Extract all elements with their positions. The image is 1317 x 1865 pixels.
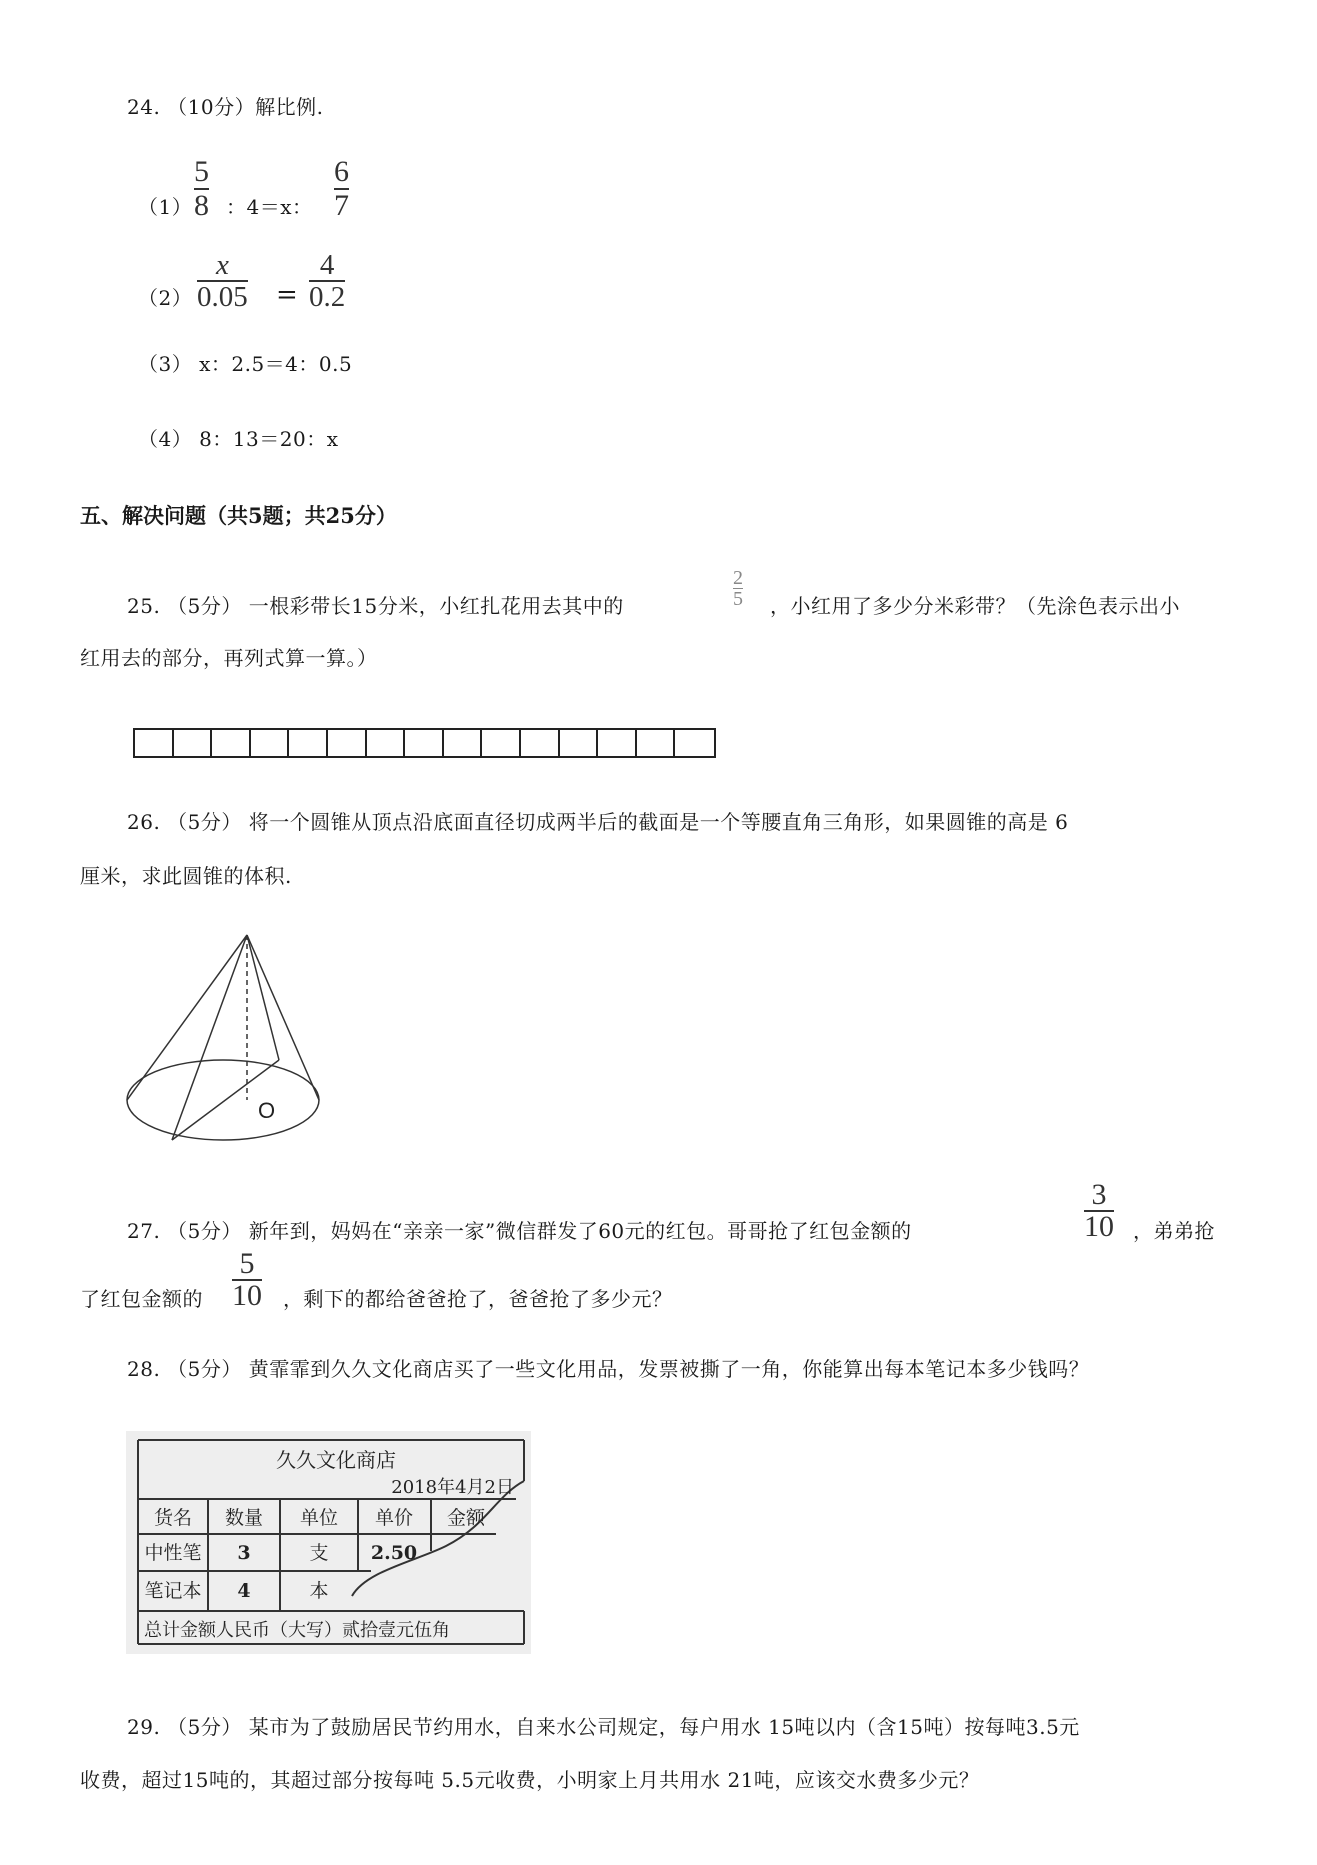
fraction-numerator: 3 [1091,1178,1107,1211]
ribbon-cell[interactable] [367,730,406,756]
receipt-header: 金额 [446,1507,486,1529]
fraction-denominator: 0.2 [309,281,346,313]
ribbon-cell[interactable] [521,730,560,756]
q26-line2: 厘米，求此圆锥的体积. [80,864,292,888]
fraction-4-0.2 [309,250,345,312]
q24-heading: 24. （10分）解比例. [127,95,324,119]
receipt-cell: 中性笔 [144,1542,202,1564]
fraction-numerator: x [215,249,229,281]
fraction-3-10 [1084,1180,1114,1242]
fraction-numerator: 6 [334,155,349,188]
q27-line1-a: 27. （5分） 新年到，妈妈在“亲亲一家”微信群发了60元的红包。哥哥抢了红包金额的 [127,1219,912,1243]
section-front-edge [172,935,247,1140]
ribbon-cell[interactable] [328,730,367,756]
q25-line1-b: ，小红用了多少分米彩带？（先涂色表示出小 [770,594,1180,618]
fraction-5-8 [194,156,209,222]
q27-line2-a: 了红包金额的 [80,1287,203,1311]
fraction-2-5 [733,568,743,609]
receipt-header: 数量 [224,1507,264,1529]
fraction-numerator: 4 [319,249,335,281]
q24-part4: （4） 8：13＝20：x [138,427,339,451]
receipt-header: 货名 [153,1507,193,1529]
cone-left-edge [127,935,247,1100]
q25-line2: 红用去的部分，再列式算一算。） [80,646,378,670]
receipt-cell: 支 [309,1542,329,1564]
torn-receipt-image [126,1431,531,1654]
fraction-5-10 [232,1249,262,1311]
q24-part3: （3） x：2.5＝4：0.5 [138,352,353,376]
receipt-header: 单价 [374,1507,414,1529]
fraction-numerator: 5 [194,155,209,188]
fraction-6-7 [334,156,349,222]
section-heading: 五、解决问题（共5题；共25分） [80,503,397,528]
ribbon-cell[interactable] [251,730,290,756]
receipt-lines [126,1431,531,1654]
q27-line2-b: ，剩下的都给爸爸抢了，爸爸抢了多少元？ [283,1287,673,1311]
receipt-cell: 3 [237,1542,251,1564]
q24-part2-label: （2） [138,286,193,310]
fraction-numerator: 2 [733,567,743,589]
cone-base-ellipse [127,1060,319,1140]
receipt-store: 久久文化商店 [276,1448,396,1472]
ribbon-cell[interactable] [482,730,521,756]
receipt-total: 总计金额人民币（大写）贰拾壹元伍角 [144,1620,450,1641]
q29-line2: 收费，超过15吨的，其超过部分按每吨 5.5元收费，小明家上月共用水 21吨，应该交水费多少元？ [80,1768,980,1792]
q24-part2-equals: = [276,280,298,310]
fraction-denominator: 5 [733,588,743,610]
q28-line1: 28. （5分） 黄霏霏到久久文化商店买了一些文化用品，发票被撕了一角，你能算出每本笔记本多少钱吗？ [127,1357,1090,1381]
fraction-x-0.05 [197,250,248,312]
ribbon-cell[interactable] [135,730,174,756]
q26-line1: 26. （5分） 将一个圆锥从顶点沿底面直径切成两半后的截面是一个等腰直角三角形，如果圆锥的高是 6 [127,810,1069,834]
ribbon-strip[interactable] [133,728,716,758]
ribbon-cell[interactable] [289,730,328,756]
fraction-numerator: 5 [239,1247,255,1280]
fraction-denominator: 10 [1084,1210,1114,1243]
receipt-header: 单位 [299,1507,339,1529]
cone-diagram [120,920,370,1160]
ribbon-cell[interactable] [405,730,444,756]
center-label-o: O [258,1098,276,1123]
ribbon-cell[interactable] [212,730,251,756]
receipt-date: 2018年4月2日 [391,1477,514,1498]
q25-line1-a: 25. （5分） 一根彩带长15分米，小红扎花用去其中的 [127,594,624,618]
ribbon-cell[interactable] [637,730,676,756]
fraction-denominator: 10 [232,1279,262,1312]
receipt-cell: 本 [309,1580,329,1602]
q29-line1: 29. （5分） 某市为了鼓励居民节约用水，自来水公司规定，每户用水 15吨以内（含15吨）按每吨3.5元 [127,1715,1080,1739]
ribbon-cell[interactable] [598,730,637,756]
ribbon-cell[interactable] [560,730,599,756]
fraction-denominator: 0.05 [197,281,248,313]
receipt-cell: 2.50 [370,1542,418,1564]
receipt-cell: 笔记本 [144,1580,202,1602]
fraction-denominator: 7 [334,189,349,222]
ribbon-cell[interactable] [444,730,483,756]
fraction-denominator: 8 [194,189,209,222]
receipt-cell: 4 [237,1580,251,1602]
q24-part1-middle: ：4＝x： [226,195,313,219]
q27-line1-b: ，弟弟抢 [1133,1219,1215,1243]
ribbon-cell[interactable] [675,730,714,756]
ribbon-cell[interactable] [174,730,213,756]
q24-part1-label: （1） [138,195,193,219]
